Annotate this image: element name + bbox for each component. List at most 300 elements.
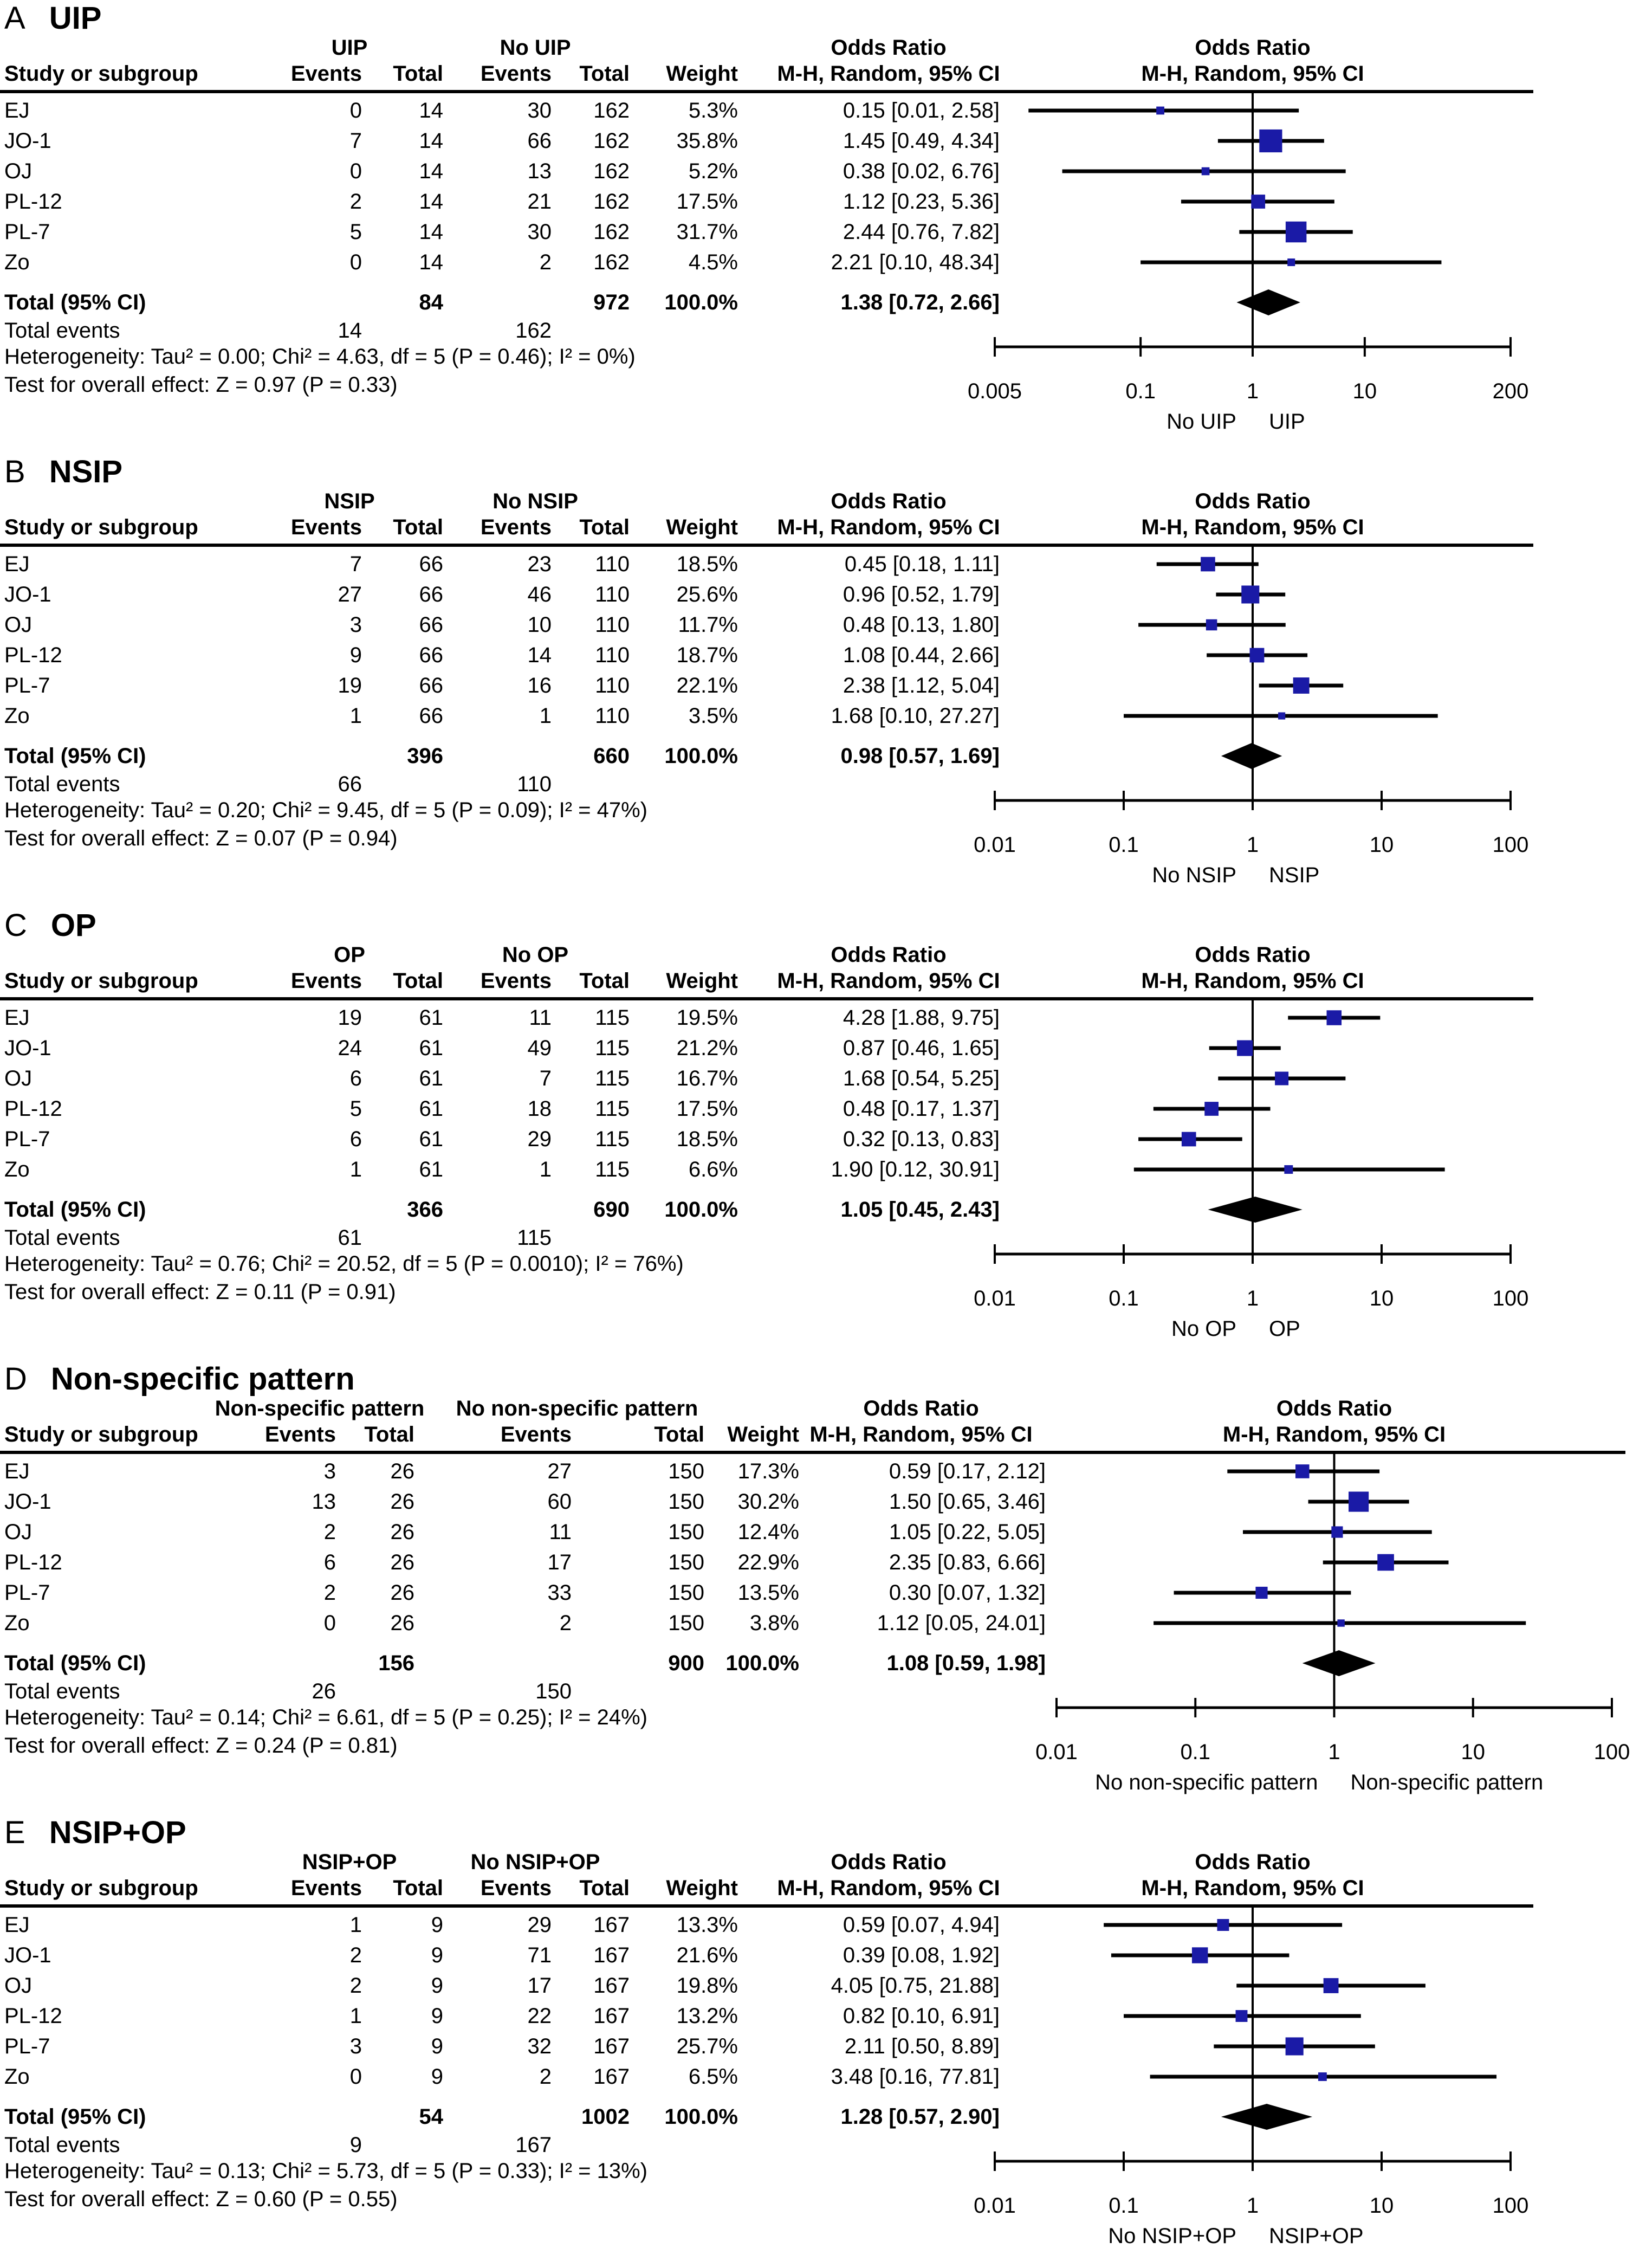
total-events2-cell: 115 bbox=[517, 1226, 552, 1250]
events2-cell: 32 bbox=[527, 2034, 552, 2058]
total1-cell: 26 bbox=[390, 1520, 414, 1544]
study-label: OJ bbox=[4, 1974, 33, 1998]
total-events2-cell: 162 bbox=[515, 319, 552, 343]
summary-diamond bbox=[1208, 1197, 1302, 1223]
heterogeneity-line: Heterogeneity: Tau² = 0.00; Chi² = 4.63, df = 5 (P = 0.46); I² = 0%) bbox=[4, 345, 636, 369]
total1-cell: 14 bbox=[419, 129, 443, 153]
weight-cell: 21.6% bbox=[676, 1943, 738, 1967]
total1-sum-cell: 156 bbox=[378, 1651, 414, 1675]
total2-cell: 115 bbox=[595, 1006, 630, 1030]
favours-left-label: No OP bbox=[1171, 1317, 1236, 1341]
total-or-ci-cell: 1.05 [0.45, 2.43] bbox=[840, 1198, 1000, 1222]
weight-cell: 13.3% bbox=[676, 1913, 738, 1937]
axis-tick-label: 0.1 bbox=[1109, 2194, 1139, 2218]
weight-cell: 13.2% bbox=[676, 2004, 738, 2028]
heterogeneity-line: Heterogeneity: Tau² = 0.13; Chi² = 5.73, df = 5 (P = 0.33); I² = 13%) bbox=[4, 2159, 647, 2183]
study-label: JO-1 bbox=[4, 583, 51, 606]
study-label: Zo bbox=[4, 1158, 30, 1181]
weight-cell: 18.5% bbox=[676, 552, 738, 576]
events2-cell: 49 bbox=[527, 1036, 552, 1060]
weight-column-header: Weight bbox=[666, 515, 738, 539]
or-point-marker bbox=[1259, 130, 1282, 152]
or-point-marker bbox=[1250, 648, 1265, 663]
odds-ratio-table-header: Odds Ratio bbox=[831, 489, 947, 513]
events1-cell: 0 bbox=[349, 250, 362, 274]
total1-cell: 14 bbox=[419, 99, 443, 122]
weight-cell: 17.5% bbox=[676, 190, 738, 214]
total2-cell: 162 bbox=[593, 220, 630, 244]
total-weight-cell: 100.0% bbox=[664, 2105, 738, 2129]
weight-column-header: Weight bbox=[666, 1876, 738, 1900]
odds-ratio-plot-header: Odds Ratio bbox=[1195, 943, 1311, 967]
axis-tick-label: 10 bbox=[1369, 2194, 1394, 2218]
total1-cell: 61 bbox=[419, 1158, 443, 1181]
weight-cell: 19.5% bbox=[676, 1006, 738, 1030]
total1-sum-cell: 366 bbox=[407, 1198, 443, 1222]
study-label: PL-12 bbox=[4, 643, 62, 667]
axis-tick-label: 0.1 bbox=[1109, 1287, 1139, 1310]
total2-cell: 115 bbox=[595, 1158, 630, 1181]
heterogeneity-line: Heterogeneity: Tau² = 0.76; Chi² = 20.52, df = 5 (P = 0.0010); I² = 76%) bbox=[4, 1252, 684, 1276]
total1-cell: 66 bbox=[419, 583, 443, 606]
events1-cell: 1 bbox=[349, 1158, 362, 1181]
overall-effect-line: Test for overall effect: Z = 0.97 (P = 0.33) bbox=[4, 373, 398, 397]
total2-sum-cell: 690 bbox=[593, 1198, 630, 1222]
mh-ci-plot-header: M-H, Random, 95% CI bbox=[1141, 1876, 1364, 1900]
total-or-ci-cell: 1.38 [0.72, 2.66] bbox=[840, 290, 1000, 314]
events1-column-header: Events bbox=[290, 62, 362, 86]
study-label: Zo bbox=[4, 704, 30, 728]
overall-effect-line: Test for overall effect: Z = 0.11 (P = 0.91) bbox=[4, 1280, 396, 1304]
events2-cell: 7 bbox=[539, 1067, 552, 1090]
weight-cell: 6.6% bbox=[688, 1158, 738, 1181]
total1-cell: 14 bbox=[419, 190, 443, 214]
events1-column-header: Events bbox=[290, 1876, 362, 1900]
panel-letter: E bbox=[4, 1815, 25, 1850]
total1-cell: 61 bbox=[419, 1127, 443, 1151]
total2-sum-cell: 660 bbox=[593, 744, 630, 768]
total2-column-header: Total bbox=[654, 1423, 704, 1446]
or-ci-cell: 0.38 [0.02, 6.76] bbox=[843, 159, 1000, 183]
events2-cell: 60 bbox=[547, 1490, 572, 1514]
weight-cell: 16.7% bbox=[676, 1067, 738, 1090]
weight-cell: 25.6% bbox=[676, 583, 738, 606]
study-label: EJ bbox=[4, 1006, 30, 1030]
mh-ci-table-header: M-H, Random, 95% CI bbox=[777, 515, 1000, 539]
total1-cell: 9 bbox=[431, 2034, 443, 2058]
study-column-header: Study or subgroup bbox=[4, 62, 198, 86]
events1-cell: 6 bbox=[323, 1550, 336, 1574]
or-point-marker bbox=[1324, 1978, 1339, 1993]
overall-effect-line: Test for overall effect: Z = 0.07 (P = 0.94) bbox=[4, 826, 398, 850]
or-ci-cell: 0.30 [0.07, 1.32] bbox=[889, 1581, 1046, 1605]
header-rule bbox=[0, 1904, 1533, 1908]
forest-plot-svg bbox=[0, 907, 1633, 1361]
events1-cell: 2 bbox=[349, 190, 362, 214]
weight-cell: 35.8% bbox=[676, 129, 738, 153]
study-label: PL-12 bbox=[4, 1097, 62, 1121]
events2-cell: 17 bbox=[527, 1974, 552, 1998]
or-point-marker bbox=[1275, 1071, 1288, 1085]
or-ci-cell: 0.87 [0.46, 1.65] bbox=[843, 1036, 1000, 1060]
events2-cell: 22 bbox=[527, 2004, 552, 2028]
study-label: EJ bbox=[4, 552, 30, 576]
or-point-marker bbox=[1331, 1526, 1343, 1537]
axis-tick-label: 10 bbox=[1369, 833, 1394, 857]
events1-cell: 7 bbox=[349, 552, 362, 576]
study-label: Zo bbox=[4, 1611, 30, 1635]
or-ci-cell: 1.12 [0.05, 24.01] bbox=[877, 1611, 1046, 1635]
events2-cell: 21 bbox=[527, 190, 552, 214]
forest-plot-svg bbox=[0, 1361, 1633, 1814]
total2-cell: 110 bbox=[595, 552, 630, 576]
study-label: JO-1 bbox=[4, 129, 51, 153]
events1-cell: 0 bbox=[349, 99, 362, 122]
axis-tick-label: 0.005 bbox=[967, 379, 1022, 403]
or-point-marker bbox=[1241, 585, 1259, 603]
or-ci-cell: 2.21 [0.10, 48.34] bbox=[831, 250, 1000, 274]
or-ci-cell: 2.11 [0.50, 8.89] bbox=[844, 2034, 1000, 2058]
total-events1-cell: 66 bbox=[338, 772, 362, 796]
total2-cell: 110 bbox=[595, 643, 630, 667]
events1-cell: 2 bbox=[323, 1520, 336, 1544]
favours-right-label: Non-specific pattern bbox=[1350, 1771, 1544, 1794]
mh-ci-table-header: M-H, Random, 95% CI bbox=[777, 62, 1000, 86]
favours-right-label: NSIP+OP bbox=[1269, 2224, 1364, 2248]
panel-letter: C bbox=[4, 908, 27, 943]
or-ci-cell: 1.68 [0.10, 27.27] bbox=[831, 704, 1000, 728]
events2-column-header: Events bbox=[480, 62, 552, 86]
header-rule bbox=[0, 1451, 1625, 1454]
total1-cell: 26 bbox=[390, 1611, 414, 1635]
or-ci-cell: 3.48 [0.16, 77.81] bbox=[831, 2065, 1000, 2089]
weight-cell: 19.8% bbox=[676, 1974, 738, 1998]
favours-right-label: NSIP bbox=[1269, 863, 1320, 887]
panel-heading: NSIP bbox=[49, 454, 123, 489]
weight-cell: 3.8% bbox=[749, 1611, 799, 1635]
odds-ratio-plot-header: Odds Ratio bbox=[1276, 1397, 1392, 1420]
total-events1-cell: 14 bbox=[338, 319, 362, 343]
weight-cell: 30.2% bbox=[737, 1490, 799, 1514]
total-row-label: Total (95% CI) bbox=[4, 290, 146, 314]
or-point-marker bbox=[1337, 1619, 1344, 1626]
or-ci-cell: 2.38 [1.12, 5.04] bbox=[843, 674, 1000, 697]
total2-cell: 150 bbox=[668, 1611, 704, 1635]
total-events-label: Total events bbox=[4, 772, 120, 796]
total-or-ci-cell: 0.98 [0.57, 1.69] bbox=[840, 744, 1000, 768]
study-label: Zo bbox=[4, 250, 30, 274]
total2-column-header: Total bbox=[579, 969, 630, 993]
events1-cell: 24 bbox=[338, 1036, 362, 1060]
weight-cell: 11.7% bbox=[678, 613, 738, 637]
events2-cell: 30 bbox=[527, 99, 552, 122]
total1-cell: 9 bbox=[431, 1974, 443, 1998]
events2-column-header: Events bbox=[500, 1423, 572, 1446]
total-events-label: Total events bbox=[4, 319, 120, 343]
mh-ci-plot-header: M-H, Random, 95% CI bbox=[1141, 62, 1364, 86]
axis-tick-label: 100 bbox=[1492, 2194, 1529, 2218]
total2-cell: 110 bbox=[595, 704, 630, 728]
or-point-marker bbox=[1236, 2010, 1248, 2022]
total1-cell: 66 bbox=[419, 674, 443, 697]
or-point-marker bbox=[1182, 1132, 1196, 1147]
events2-cell: 29 bbox=[527, 1913, 552, 1937]
weight-cell: 6.5% bbox=[688, 2065, 738, 2089]
total2-cell: 110 bbox=[595, 674, 630, 697]
weight-cell: 31.7% bbox=[676, 220, 738, 244]
axis-tick-label: 10 bbox=[1369, 1287, 1394, 1310]
or-ci-cell: 4.28 [1.88, 9.75] bbox=[843, 1006, 1000, 1030]
forest-plot-svg bbox=[0, 0, 1633, 454]
events1-cell: 7 bbox=[349, 129, 362, 153]
total1-cell: 61 bbox=[419, 1067, 443, 1090]
or-point-marker bbox=[1286, 2037, 1304, 2055]
total2-cell: 162 bbox=[593, 129, 630, 153]
total2-cell: 162 bbox=[593, 99, 630, 122]
summary-diamond bbox=[1236, 289, 1300, 315]
total-events1-cell: 26 bbox=[312, 1679, 336, 1703]
study-label: EJ bbox=[4, 1913, 30, 1937]
total-or-ci-cell: 1.08 [0.59, 1.98] bbox=[886, 1651, 1046, 1675]
study-label: PL-7 bbox=[4, 2034, 50, 2058]
group2-header: No NSIP+OP bbox=[470, 1850, 600, 1874]
events1-column-header: Events bbox=[264, 1423, 336, 1446]
heterogeneity-line: Heterogeneity: Tau² = 0.20; Chi² = 9.45, df = 5 (P = 0.09); I² = 47%) bbox=[4, 798, 647, 822]
or-point-marker bbox=[1204, 1102, 1219, 1116]
axis-tick-label: 1 bbox=[1246, 833, 1259, 857]
study-label: PL-12 bbox=[4, 190, 62, 214]
or-point-marker bbox=[1284, 1165, 1293, 1174]
events1-cell: 19 bbox=[338, 674, 362, 697]
total1-cell: 9 bbox=[431, 2004, 443, 2028]
events2-cell: 13 bbox=[527, 159, 552, 183]
total1-cell: 26 bbox=[390, 1459, 414, 1483]
total1-column-header: Total bbox=[393, 515, 443, 539]
total-events-label: Total events bbox=[4, 1226, 120, 1250]
events2-cell: 46 bbox=[527, 583, 552, 606]
or-point-marker bbox=[1251, 195, 1265, 209]
weight-cell: 5.3% bbox=[688, 99, 738, 122]
total1-cell: 66 bbox=[419, 643, 443, 667]
total2-cell: 162 bbox=[593, 190, 630, 214]
events1-cell: 9 bbox=[349, 643, 362, 667]
total1-sum-cell: 54 bbox=[419, 2105, 443, 2129]
total1-cell: 9 bbox=[431, 1943, 443, 1967]
study-label: OJ bbox=[4, 1520, 33, 1544]
events2-cell: 2 bbox=[559, 1611, 572, 1635]
weight-cell: 3.5% bbox=[688, 704, 738, 728]
events1-cell: 3 bbox=[323, 1459, 336, 1483]
or-ci-cell: 0.48 [0.13, 1.80] bbox=[843, 613, 1000, 637]
total2-cell: 167 bbox=[593, 1974, 630, 1998]
axis-tick-label: 100 bbox=[1593, 1740, 1630, 1764]
events1-cell: 2 bbox=[323, 1581, 336, 1605]
events2-cell: 33 bbox=[547, 1581, 572, 1605]
total-row-label: Total (95% CI) bbox=[4, 2105, 146, 2129]
total1-cell: 61 bbox=[419, 1036, 443, 1060]
events1-cell: 2 bbox=[349, 1943, 362, 1967]
or-point-marker bbox=[1192, 1947, 1208, 1963]
events1-cell: 6 bbox=[349, 1127, 362, 1151]
total2-cell: 115 bbox=[595, 1067, 630, 1090]
mh-ci-table-header: M-H, Random, 95% CI bbox=[777, 969, 1000, 993]
total1-cell: 26 bbox=[390, 1550, 414, 1574]
heterogeneity-line: Heterogeneity: Tau² = 0.14; Chi² = 6.61, df = 5 (P = 0.25); I² = 24%) bbox=[4, 1705, 647, 1729]
or-point-marker bbox=[1201, 557, 1215, 572]
total1-cell: 61 bbox=[419, 1097, 443, 1121]
or-point-marker bbox=[1295, 1464, 1310, 1478]
events2-cell: 29 bbox=[527, 1127, 552, 1151]
odds-ratio-plot-header: Odds Ratio bbox=[1195, 1850, 1311, 1874]
or-ci-cell: 0.39 [0.08, 1.92] bbox=[843, 1943, 1000, 1967]
weight-cell: 25.7% bbox=[676, 2034, 738, 2058]
total2-cell: 150 bbox=[668, 1520, 704, 1544]
favours-left-label: No non-specific pattern bbox=[1095, 1771, 1318, 1794]
events1-cell: 1 bbox=[349, 704, 362, 728]
events1-column-header: Events bbox=[290, 969, 362, 993]
events2-column-header: Events bbox=[480, 969, 552, 993]
total1-cell: 14 bbox=[419, 250, 443, 274]
total2-cell: 150 bbox=[668, 1459, 704, 1483]
summary-diamond bbox=[1221, 2104, 1312, 2130]
total-or-ci-cell: 1.28 [0.57, 2.90] bbox=[840, 2105, 1000, 2129]
weight-column-header: Weight bbox=[666, 62, 738, 86]
group2-header: No NSIP bbox=[493, 489, 578, 513]
overall-effect-line: Test for overall effect: Z = 0.60 (P = 0.55) bbox=[4, 2187, 398, 2211]
total1-column-header: Total bbox=[393, 62, 443, 86]
axis-tick-label: 10 bbox=[1352, 379, 1377, 403]
odds-ratio-plot-header: Odds Ratio bbox=[1195, 36, 1311, 60]
or-point-marker bbox=[1327, 1010, 1342, 1025]
or-ci-cell: 1.08 [0.44, 2.66] bbox=[843, 643, 1000, 667]
total-events-label: Total events bbox=[4, 1679, 120, 1703]
or-point-marker bbox=[1255, 1587, 1267, 1599]
or-point-marker bbox=[1349, 1491, 1369, 1511]
total1-cell: 14 bbox=[419, 159, 443, 183]
total-events-label: Total events bbox=[4, 2133, 120, 2157]
panel-heading: UIP bbox=[49, 1, 102, 36]
total-events1-cell: 9 bbox=[349, 2133, 362, 2157]
panel-letter: A bbox=[4, 1, 25, 36]
header-rule bbox=[0, 997, 1533, 1000]
overall-effect-line: Test for overall effect: Z = 0.24 (P = 0.81) bbox=[4, 1734, 398, 1757]
events1-cell: 2 bbox=[349, 1974, 362, 1998]
events2-column-header: Events bbox=[480, 1876, 552, 1900]
axis-tick-label: 0.1 bbox=[1180, 1740, 1211, 1764]
study-label: JO-1 bbox=[4, 1036, 51, 1060]
events1-cell: 0 bbox=[323, 1611, 336, 1635]
events2-cell: 23 bbox=[527, 552, 552, 576]
events2-cell: 10 bbox=[527, 613, 552, 637]
events1-cell: 6 bbox=[349, 1067, 362, 1090]
or-ci-cell: 1.12 [0.23, 5.36] bbox=[843, 190, 1000, 214]
events1-cell: 5 bbox=[349, 220, 362, 244]
panel-heading: Non-specific pattern bbox=[50, 1361, 355, 1397]
total-weight-cell: 100.0% bbox=[664, 290, 738, 314]
or-point-marker bbox=[1286, 222, 1307, 243]
axis-tick-label: 1 bbox=[1246, 2194, 1259, 2218]
or-point-marker bbox=[1377, 1554, 1394, 1571]
total1-cell: 9 bbox=[431, 2065, 443, 2089]
total2-cell: 167 bbox=[593, 1943, 630, 1967]
events2-cell: 17 bbox=[547, 1550, 572, 1574]
group1-header: NSIP+OP bbox=[302, 1850, 397, 1874]
forest-plot-svg bbox=[0, 1814, 1633, 2268]
total2-cell: 150 bbox=[668, 1490, 704, 1514]
favours-right-label: OP bbox=[1269, 1317, 1300, 1341]
favours-left-label: No NSIP bbox=[1152, 863, 1236, 887]
mh-ci-plot-header: M-H, Random, 95% CI bbox=[1141, 515, 1364, 539]
or-ci-cell: 0.59 [0.07, 4.94] bbox=[843, 1913, 1000, 1937]
study-label: PL-12 bbox=[4, 2004, 62, 2028]
total2-cell: 115 bbox=[595, 1097, 630, 1121]
odds-ratio-table-header: Odds Ratio bbox=[831, 1850, 947, 1874]
events1-cell: 1 bbox=[349, 1913, 362, 1937]
total1-cell: 26 bbox=[390, 1581, 414, 1605]
study-label: OJ bbox=[4, 613, 33, 637]
group1-header: UIP bbox=[331, 36, 368, 60]
or-point-marker bbox=[1206, 619, 1217, 631]
total1-column-header: Total bbox=[364, 1423, 414, 1446]
favours-left-label: No NSIP+OP bbox=[1108, 2224, 1236, 2248]
events2-cell: 11 bbox=[529, 1006, 552, 1030]
or-ci-cell: 2.44 [0.76, 7.82] bbox=[843, 220, 1000, 244]
total1-sum-cell: 396 bbox=[407, 744, 443, 768]
or-ci-cell: 1.50 [0.65, 3.46] bbox=[889, 1490, 1046, 1514]
events2-cell: 16 bbox=[527, 674, 552, 697]
weight-cell: 5.2% bbox=[688, 159, 738, 183]
panel-letter: B bbox=[4, 454, 25, 489]
group1-header: NSIP bbox=[324, 489, 375, 513]
group1-header: OP bbox=[334, 943, 365, 967]
total2-column-header: Total bbox=[579, 1876, 630, 1900]
odds-ratio-plot-header: Odds Ratio bbox=[1195, 489, 1311, 513]
events2-column-header: Events bbox=[480, 515, 552, 539]
events2-cell: 27 bbox=[547, 1459, 572, 1483]
study-label: OJ bbox=[4, 1067, 33, 1090]
total1-cell: 61 bbox=[419, 1006, 443, 1030]
study-column-header: Study or subgroup bbox=[4, 1423, 198, 1446]
total1-sum-cell: 84 bbox=[419, 290, 443, 314]
events1-cell: 19 bbox=[338, 1006, 362, 1030]
total2-cell: 162 bbox=[593, 159, 630, 183]
study-label: PL-12 bbox=[4, 1550, 62, 1574]
group1-header: Non-specific pattern bbox=[215, 1397, 425, 1420]
weight-cell: 22.1% bbox=[676, 674, 738, 697]
total2-sum-cell: 972 bbox=[593, 290, 630, 314]
group2-header: No OP bbox=[502, 943, 569, 967]
total2-cell: 167 bbox=[593, 1913, 630, 1937]
study-column-header: Study or subgroup bbox=[4, 969, 198, 993]
events2-cell: 18 bbox=[527, 1097, 552, 1121]
odds-ratio-table-header: Odds Ratio bbox=[863, 1397, 979, 1420]
events2-cell: 1 bbox=[539, 1158, 552, 1181]
events2-cell: 30 bbox=[527, 220, 552, 244]
events2-cell: 66 bbox=[527, 129, 552, 153]
or-ci-cell: 1.90 [0.12, 30.91] bbox=[831, 1158, 1000, 1181]
total2-cell: 150 bbox=[668, 1581, 704, 1605]
events1-cell: 1 bbox=[349, 2004, 362, 2028]
events1-cell: 3 bbox=[349, 613, 362, 637]
total1-cell: 66 bbox=[419, 704, 443, 728]
or-ci-cell: 1.68 [0.54, 5.25] bbox=[843, 1067, 1000, 1090]
weight-column-header: Weight bbox=[666, 969, 738, 993]
events1-cell: 0 bbox=[349, 159, 362, 183]
or-ci-cell: 0.45 [0.18, 1.11] bbox=[844, 552, 1000, 576]
or-ci-cell: 2.35 [0.83, 6.66] bbox=[889, 1550, 1046, 1574]
or-point-marker bbox=[1237, 1040, 1253, 1056]
or-ci-cell: 1.45 [0.49, 4.34] bbox=[843, 129, 1000, 153]
